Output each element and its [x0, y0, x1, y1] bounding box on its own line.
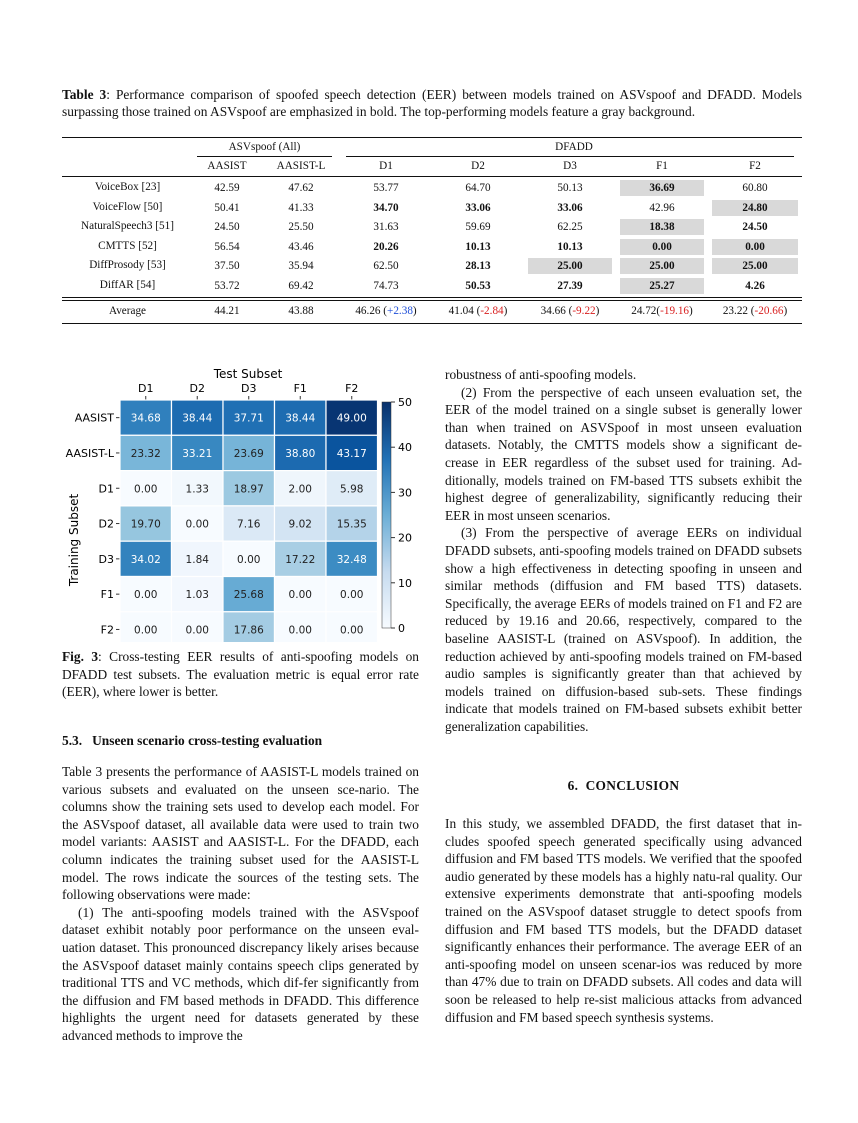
- avg-cell: 41.04 (-2.84): [448, 305, 508, 317]
- heatmap-cell-label: 33.21: [182, 447, 213, 460]
- heatmap-cell-label: 49.00: [336, 412, 367, 425]
- section-heading: 5.3. Unseen scenario cross-testing evaluation: [62, 733, 323, 748]
- figure-label: Fig. 3: [62, 649, 99, 664]
- heatmap-cell-label: 0.00: [185, 518, 209, 531]
- avg-delta: -9.22: [572, 305, 596, 317]
- table-cell: 28.13: [465, 260, 491, 272]
- avg-label: Average: [108, 305, 147, 317]
- heatmap-cell-label: 0.00: [185, 624, 209, 637]
- heatmap-cell-label: 38.44: [285, 412, 316, 425]
- heatmap-x-tick: D1: [138, 382, 154, 395]
- table-cell: 50.53: [465, 279, 491, 292]
- table-cell: 25.00: [712, 258, 798, 274]
- heatmap-cell-label: 0.00: [288, 624, 312, 637]
- table-cell: 43.46: [288, 240, 314, 253]
- heatmap-cell-label: 18.97: [233, 483, 264, 496]
- table-cell: 0.00: [712, 239, 798, 255]
- col-aasist: AASIST: [207, 160, 247, 172]
- heatmap-cell-label: 0.00: [340, 624, 364, 637]
- col-d1: D1: [379, 160, 393, 172]
- table-cell: 59.69: [465, 221, 491, 233]
- heatmap-cell-label: 34.02: [130, 553, 161, 566]
- colorbar-tick-label: 50: [398, 396, 412, 409]
- colorbar-tick-label: 20: [398, 531, 412, 545]
- table-row-label: DiffProsody [53]: [89, 259, 166, 271]
- heatmap-cell-label: 7.16: [237, 518, 261, 531]
- col-d3: D3: [563, 160, 577, 172]
- avg-delta: +2.38: [387, 305, 413, 317]
- right-paragraph-3: (3) From the perspective of average EERs on individual DFADD subsets, anti-spoofing models trained on DFADD subsets show a high effectiveness in detecting spoofing in unseen and similar methods (diffusion and FM based TTS) datasets. Specifically, the average EERs of models trained on F1 and F2 are reduced by 19.16 and 20.66, respectively, compared to the baseline AASIST-L (trained on ASVspoof). In addition, the reduction achieved by anti-spoofing models trained on FM-based audio samples is significantly greater than that achieved by models trained on diffusion-based sub-sets. These findings indicate that models trained on FM-based subsets exhibit better generalization capabilities.: [445, 525, 802, 734]
- avg-cell: 24.72(-19.16): [631, 305, 693, 317]
- table-cell: 10.13: [465, 240, 491, 253]
- section-paragraph-1: Table 3 presents the performance of AASIST-L models trained on various subsets and evaluated on the unseen sce-nario. The columns show the training sets used to develop each model. For the ASVspoof dataset, all available data were used to train two model variants: AASIST and AASIST-L. For the DFADD, each column indicates the training subset used for the AASIST-L model. The rows indicate the sources of the testing sets. The following observations were made:: [62, 764, 419, 903]
- heatmap-cell-label: 23.69: [233, 447, 264, 460]
- table-cell: 10.13: [557, 240, 583, 253]
- table-cell: 62.25: [557, 221, 583, 233]
- table-cell: 27.39: [557, 279, 583, 292]
- table-cell: 37.50: [214, 260, 240, 272]
- avg-aasist-l: 43.88: [288, 305, 314, 317]
- heatmap-cell-label: 23.32: [130, 447, 161, 460]
- heatmap-cell-label: 38.44: [182, 412, 213, 425]
- table-body: [62, 137, 802, 327]
- colorbar: [382, 402, 391, 628]
- table-cell: 53.77: [373, 182, 399, 194]
- heatmap-cell-label: 9.02: [288, 518, 312, 531]
- heatmap-y-tick: D2: [98, 517, 114, 531]
- table-caption-text: : Performance comparison of spoofed speech detection (EER) between models trained on ASVspoof and DFADD. Models surpassing those trained on ASVspoof are emphasized in bold. The top-performing models feature a gray background.: [62, 87, 802, 119]
- right-paragraph-2: (2) From the perspective of each unseen evaluation set, the EER of the model trained on a single subset is generally lower than when trained on ASVSpoof in most unseen evaluation datasets. Notably, the CMTTS models show a significant de-crease in EER regardless of the subset used for training. Ad-ditionally, models trained on FM-based TTS subsets exhibit the highest degree of generalizability, significantly reducing their EER in most unseen scenarios.: [445, 384, 802, 523]
- hdr-asvspoof: ASVspoof (All): [228, 141, 301, 153]
- table-row-label: NaturalSpeech3 [51]: [81, 220, 174, 232]
- heatmap-cell-label: 34.68: [130, 412, 161, 425]
- avg-cell: 46.26 (+2.38): [355, 305, 417, 317]
- avg-delta: -20.66: [754, 305, 784, 317]
- table-row-label: CMTTS [52]: [98, 239, 157, 252]
- table-cell: 34.70: [373, 201, 399, 214]
- table-cell: 25.50: [288, 221, 314, 233]
- table-cell: 24.50: [742, 221, 768, 233]
- table-cell: 25.00: [620, 258, 704, 274]
- avg-cell: 34.66 (-9.22): [540, 305, 600, 317]
- figure-caption: [62, 648, 419, 701]
- right-paragraph-cont: robustness of anti-spoofing models.: [445, 367, 637, 382]
- table-cell: 74.73: [373, 279, 399, 292]
- heatmap-cell-label: 25.68: [233, 589, 264, 602]
- heatmap-cell-label: 5.98: [340, 483, 364, 496]
- table-cell: 33.06: [465, 201, 491, 214]
- heatmap-cell-label: 15.35: [336, 518, 367, 531]
- table-cell: 50.41: [214, 201, 240, 214]
- heatmap-cell-label: 17.22: [285, 553, 316, 566]
- heatmap-cell-label: 1.84: [185, 553, 209, 566]
- heatmap-cell-label: 0.00: [134, 589, 158, 602]
- heatmap-cell-label: 19.70: [130, 518, 161, 531]
- heatmap-cell-label: 0.00: [237, 553, 261, 566]
- colorbar-ticks: [391, 396, 412, 635]
- table-cell: 53.72: [214, 279, 240, 292]
- heatmap-y-tick: D3: [98, 552, 114, 566]
- avg-delta: -2.84: [480, 305, 504, 317]
- table-cell: 56.54: [214, 240, 240, 253]
- table-cell: 64.70: [465, 182, 491, 194]
- table-label: Table 3: [62, 87, 107, 102]
- table-cell: 18.38: [620, 219, 704, 235]
- table-cell: 60.80: [742, 182, 768, 194]
- table-cell: 25.27: [620, 278, 704, 294]
- table-cell: 50.13: [557, 182, 583, 194]
- heatmap-cell-label: 37.71: [233, 412, 264, 425]
- heatmap-cell-label: 17.86: [233, 624, 264, 637]
- heatmap-cell-label: 0.00: [134, 483, 158, 496]
- heatmap-x-tick: F1: [293, 382, 307, 395]
- heatmap-cell-label: 0.00: [134, 624, 158, 637]
- heatmap-cell-label: 43.17: [336, 447, 367, 460]
- table-row-label: VoiceBox [23]: [94, 181, 161, 193]
- right-column-body: [445, 366, 802, 735]
- heatmap-cell-label: 0.00: [288, 589, 312, 602]
- heatmap-cell-label: 2.00: [288, 483, 312, 496]
- section-paragraph-2: (1) The anti-spoofing models trained with the ASVspoof dataset exhibit notably poor performance on the unseen eval-uation dataset. This pronounced discrepancy likely arises because the ASVspoof dataset mainly contains speech clips generated by traditional TTS and VC methods, which dif-fer significantly from the diffusion and FM based methods in DFADD. This difference highlights the urgent need for datasets generated by these advanced methods to improve the: [62, 904, 419, 1043]
- table-cell: 62.50: [373, 260, 399, 272]
- colorbar-tick-label: 40: [398, 441, 412, 455]
- hdr-dfadd: DFADD: [555, 141, 593, 153]
- heatmap-cell-label: 38.80: [285, 447, 316, 460]
- col-f1: F1: [656, 160, 668, 172]
- heatmap-x-tick: D2: [189, 382, 205, 395]
- col-f2: F2: [749, 160, 761, 172]
- heatmap-x-tick: D3: [241, 382, 257, 395]
- table-cell: 41.33: [288, 201, 314, 214]
- section-body: [62, 763, 419, 1045]
- table-cell: 69.42: [288, 279, 314, 292]
- heatmap-y-tick: D1: [98, 482, 114, 496]
- col-d2: D2: [471, 160, 485, 172]
- table-row-label: DiffAR [54]: [99, 278, 156, 291]
- heatmap-ylabel: Training Subset: [67, 493, 81, 587]
- col-aasist-l: AASIST-L: [276, 160, 326, 172]
- heatmap-y-tick: F1: [100, 588, 114, 602]
- heatmap-y-tick: AASIST: [74, 411, 114, 425]
- conclusion-paragraph: In this study, we assembled DFADD, the first dataset that in-cludes spoofed speech generated specifically using advanced diffusion and FM based TTS models. We verified that the spoofed audio generated by these models has a highly natu-ral quality. Our extensive experiments demonstrate that anti-spoofing models trained on the ASVspoof dataset struggle to detect spoofs from diffusion and FM based TTS models, but the DFADD dataset significantly enhances their performance. The average EER of an anti-spoofing model on unseen scenar-ios was reduced by more than 47% due to train on DFADD subsets. All codes and data will soon be released to help re-sist malicious attacks from advanced diffusion and FM based speech synthesis systems.: [445, 816, 802, 1025]
- conclusion-heading: 6. CONCLUSION: [567, 778, 680, 793]
- avg-delta: -19.16: [660, 305, 690, 317]
- heatmap-y-tick: F2: [100, 623, 114, 637]
- table-cell: 24.50: [214, 221, 240, 233]
- heatmap-y-tick: AASIST-L: [65, 446, 114, 460]
- table-cell: 4.26: [745, 279, 765, 292]
- colorbar-tick-label: 10: [398, 576, 412, 590]
- table-cell: 36.69: [620, 180, 704, 196]
- heatmap-x-ticks: [138, 382, 358, 400]
- heatmap-cell-label: 32.48: [336, 553, 367, 566]
- heatmap-cells: [120, 400, 378, 642]
- table-cell: 24.80: [712, 200, 798, 216]
- table-row-label: VoiceFlow [50]: [92, 200, 163, 213]
- table-caption: [62, 86, 802, 120]
- colorbar-tick-label: 30: [398, 486, 412, 500]
- conclusion-body: [445, 815, 802, 1026]
- heatmap-x-tick: F2: [345, 382, 359, 395]
- table-cell: 31.63: [373, 221, 399, 233]
- heatmap-figure: [60, 362, 420, 642]
- heatmap-title: Test Subset: [213, 367, 283, 381]
- table-cell: 25.00: [528, 258, 612, 274]
- heatmap-cell-label: 0.00: [340, 589, 364, 602]
- heatmap-cell-label: 1.03: [185, 589, 209, 602]
- table-cell: 47.62: [288, 182, 314, 194]
- table-cell: 33.06: [557, 201, 583, 214]
- table-cell: 42.59: [214, 182, 240, 194]
- avg-aasist: 44.21: [214, 305, 240, 317]
- heatmap-cell-label: 1.33: [185, 483, 209, 496]
- table-cell: 20.26: [373, 240, 399, 253]
- figure-caption-text: : Cross-testing EER results of anti-spoofing models on DFADD test subsets. The evaluation metric is equal error rate (EER), where lower is better.: [62, 649, 419, 700]
- colorbar-tick-label: 0: [398, 622, 405, 635]
- table-cell: 42.96: [649, 201, 675, 214]
- table-cell: 35.94: [288, 260, 314, 272]
- table-cell: 0.00: [620, 239, 704, 255]
- avg-cell: 23.22 (-20.66): [722, 305, 788, 317]
